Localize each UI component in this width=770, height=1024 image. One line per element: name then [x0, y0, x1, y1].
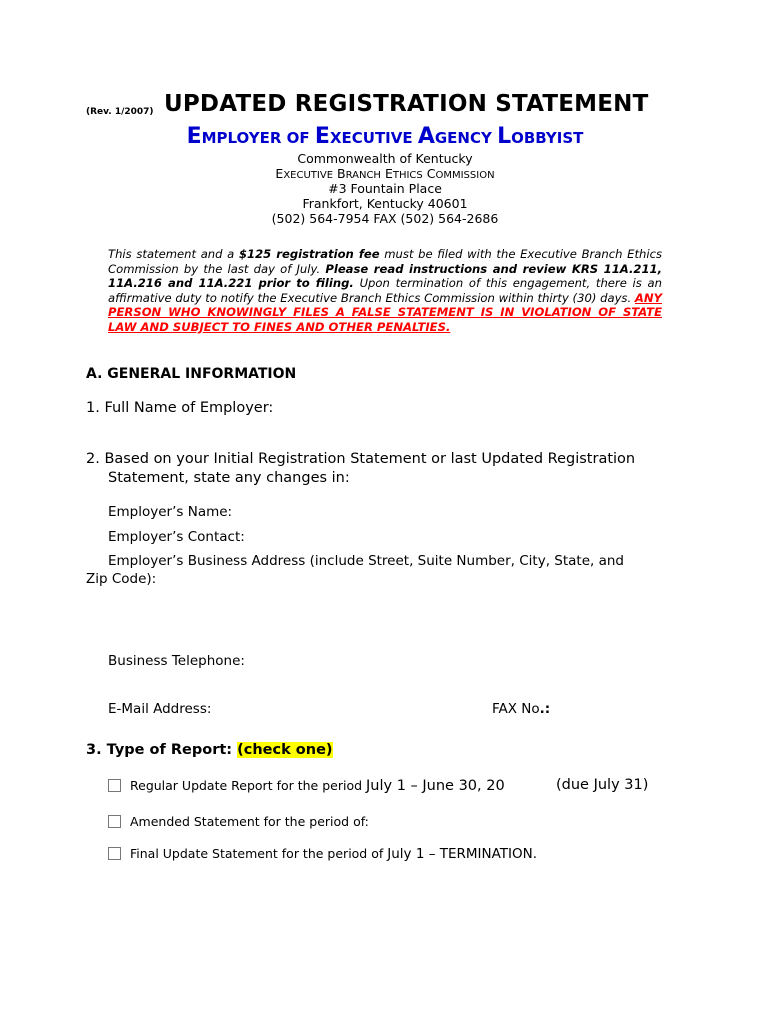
subtitle-word-employer: EMPLOYER: [186, 124, 282, 149]
business-address-label-cont: Zip Code):: [86, 571, 157, 587]
option-final-update: Final Update Statement for the period of July 1 – TERMINATION.: [108, 846, 537, 862]
state-name: Commonwealth of Kentucky: [297, 151, 473, 166]
option-regular-update: Regular Update Report for the period July 1 – June 30, 20: [108, 778, 505, 794]
final-update-checkbox[interactable]: [108, 847, 121, 860]
business-address-label: Employer’s Business Address (include Street, Suite Number, City, State, and: [108, 553, 625, 569]
employer-name-label: Employer’s Name:: [108, 504, 233, 520]
question-2-line1: 2. Based on your Initial Registration Statement or last Updated Registration: [86, 451, 636, 467]
commission-name: EXECUTIVE BRANCH ETHICS COMMISSION: [275, 166, 495, 181]
fee-text: $125 registration fee: [238, 247, 380, 261]
question-1: 1. Full Name of Employer:: [86, 400, 274, 416]
street-address: #3 Fountain Place: [328, 181, 442, 196]
city-address: Frankfort, Kentucky 40601: [302, 196, 468, 211]
form-subtitle: [0, 124, 770, 149]
filing-notice: This statement and a $125 registration fee must be filed with the Executive Branch Ethics Commission by the last day of July. Please read instructions and review KRS 11A.211, 11A.216 and 11A.221 prior to filing. Upon termination of this engagement, there is an affirmative duty to notify the Executive Branch Ethics Commission within thirty (30) days. ANY PERSON WHO KNOWINGLY FILES A FALSE STATEMENT IS IN VIOLATION OF STATE LAW AND SUBJECT TO FINES AND OTHER PENALTIES.: [108, 247, 662, 334]
phone-fax: (502) 564-7954 FAX (502) 564-2686: [271, 211, 499, 226]
subtitle-word-of: OF: [286, 129, 310, 147]
amended-statement-checkbox[interactable]: [108, 815, 121, 828]
question-2-line2: Statement, state any changes in:: [108, 470, 350, 486]
instructions-text: Please read instructions and review KRS 11A.211, 11A.216 and 11A.221 prior to filing.: [108, 261, 662, 290]
employer-contact-label: Employer’s Contact:: [108, 529, 245, 545]
regular-update-checkbox[interactable]: [108, 779, 121, 792]
option-amended-statement: Amended Statement for the period of:: [108, 814, 369, 829]
penalty-warning: ANY PERSON WHO KNOWINGLY FILES A FALSE STATEMENT IS IN VIOLATION OF STATE LAW AND SUBJECT TO FINES AND OTHER PENALTIES.: [108, 290, 662, 334]
subtitle-word-agency: AGENCY: [417, 124, 492, 149]
regular-update-period: July 1 – June 30, 20: [366, 778, 505, 794]
final-update-period: July 1 – TERMINATION.: [387, 846, 538, 862]
fax-label: FAX No.:: [492, 701, 551, 717]
section-3-heading: 3. Type of Report: (check one): [86, 742, 333, 758]
check-one-highlight: (check one): [237, 742, 333, 758]
subtitle-word-lobbyist: LOBBYIST: [497, 124, 584, 149]
email-label: E-Mail Address:: [108, 701, 212, 717]
form-title: UPDATED REGISTRATION STATEMENT: [164, 91, 649, 117]
section-a-heading: A. GENERAL INFORMATION: [86, 366, 297, 382]
revision-label: (Rev. 1/2007): [86, 107, 154, 117]
regular-update-due: (due July 31): [556, 777, 649, 793]
subtitle-word-executive: EXECUTIVE: [314, 124, 413, 149]
business-telephone-label: Business Telephone:: [108, 653, 245, 669]
